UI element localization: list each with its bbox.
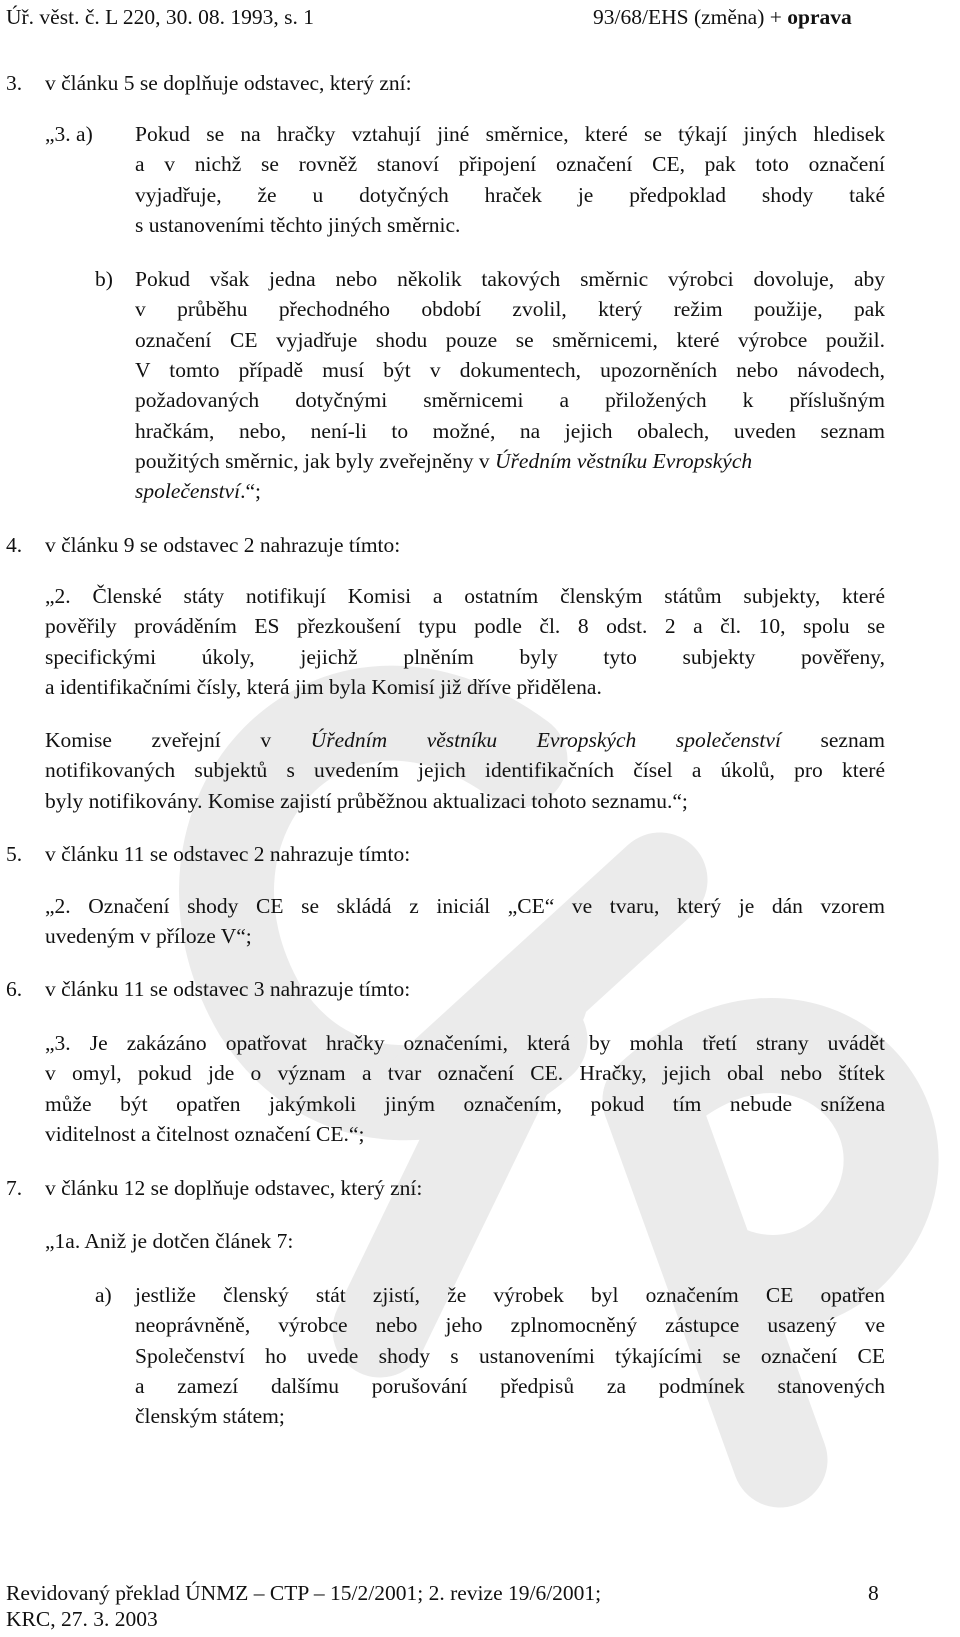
text-line <box>135 478 261 504</box>
text-line: v omyl, pokud jde o význam a tvar označení CE. Hračky, jejich obal nebo štítek <box>45 1061 885 1085</box>
item-number: 6. <box>6 977 23 1001</box>
footer-revision: Revidovaný překlad ÚNMZ – CTP – 15/2/2001; 2. revize 19/6/2001; <box>6 1581 602 1605</box>
text-line: a v nichž se rovněž stanoví připojení označení CE, pak toto označení <box>135 152 885 176</box>
text-line: viditelnost a čitelnost označení CE.“; <box>45 1122 365 1146</box>
text-line <box>45 727 885 753</box>
text-line: vyjadřuje, že u dotyčných hraček je předpoklad shody také <box>135 183 885 207</box>
text-line: pověřily prováděním ES přezkoušení typu podle čl. 8 odst. 2 a čl. 10, spolu se <box>45 614 885 638</box>
text-line: notifikovaných subjektů s uvedením jejich identifikačních čísel a úkolů, pro které <box>45 758 885 782</box>
header-directive <box>593 4 852 30</box>
text-span: Komise zveřejní v <box>45 728 311 752</box>
item-heading: v článku 5 se doplňuje odstavec, který zní: <box>45 71 412 95</box>
text-line: „1a. Aniž je dotčen článek 7: <box>45 1229 294 1253</box>
text-line: byly notifikovány. Komise zajistí průběžnou aktualizaci tohoto seznamu.“; <box>45 789 688 813</box>
text-line: může být opatřen jakýmkoli jiným označením, pokud tím nebude snížena <box>45 1092 885 1116</box>
header-correction-label: oprava <box>787 5 852 29</box>
text-line: specifickými úkoly, jejichž plněním byly tyto subjekty pověřeny, <box>45 645 885 669</box>
item-number: 5. <box>6 842 23 866</box>
paragraph-label: „3. a) <box>45 122 93 146</box>
header-citation: Úř. věst. č. L 220, 30. 08. 1993, s. 1 <box>6 5 314 29</box>
text-line: označení CE vyjadřuje shodu pouze se směrnicemi, které výrobce použil. <box>135 328 885 352</box>
item-heading: v článku 11 se odstavec 3 nahrazuje tímto: <box>45 977 411 1001</box>
text-line: Společenství ho uvede shody s ustanoveními týkajícími se označení CE <box>135 1344 885 1368</box>
journal-title: společenství <box>135 479 241 503</box>
header-directive-text: 93/68/EHS (změna) + <box>593 5 788 29</box>
paragraph-label: b) <box>95 267 113 291</box>
text-line: uvedeným v příloze V“; <box>45 924 252 948</box>
item-heading: v článku 12 se doplňuje odstavec, který zní: <box>45 1176 423 1200</box>
text-line: neoprávněně, výrobce nebo jeho zplnomocněný zástupce usazený ve <box>135 1313 885 1337</box>
text-line: „2. Členské státy notifikují Komisi a ostatním členským státům subjekty, které <box>45 584 885 608</box>
text-span: .“; <box>240 479 261 503</box>
page-number: 8 <box>868 1581 879 1605</box>
text-line: V tomto případě musí být v dokumentech, upozorněních nebo návodech, <box>135 358 885 382</box>
text-line: s ustanoveními těchto jiných směrnic. <box>135 213 461 237</box>
text-line: Pokud se na hračky vztahují jiné směrnice, které se týkají jiných hledisek <box>135 122 885 146</box>
item-heading: v článku 11 se odstavec 2 nahrazuje tímto: <box>45 842 411 866</box>
item-number: 3. <box>6 71 23 95</box>
footer-date: KRC, 27. 3. 2003 <box>6 1607 158 1631</box>
journal-title: Úředním věstníku Evropských společenství <box>310 728 781 752</box>
item-number: 7. <box>6 1176 23 1200</box>
paragraph-label: a) <box>95 1283 112 1307</box>
text-line: jestliže členský stát zjistí, že výrobek byl označením CE opatřen <box>135 1283 885 1307</box>
text-line: „2. Označení shody CE se skládá z iniciál „CE“ ve tvaru, který je dán vzorem <box>45 894 885 918</box>
text-span: seznam <box>780 728 885 752</box>
text-line: členským státem; <box>135 1404 285 1428</box>
text-line: v průběhu přechodného období zvolil, který režim použije, pak <box>135 297 885 321</box>
text-line: a identifikačními čísly, která jim byla Komisí již dříve přidělena. <box>45 675 602 699</box>
text-line: požadovaných dotyčnými směrnicemi a přiložených k příslušným <box>135 388 885 412</box>
text-line <box>135 448 752 474</box>
text-span: použitých směrnic, jak byly zveřejněny v <box>135 449 496 473</box>
journal-title: Úředním věstníku Evropských <box>495 449 753 473</box>
text-line: a zamezí dalšímu porušování předpisů za podmínek stanovených <box>135 1374 885 1398</box>
item-number: 4. <box>6 533 23 557</box>
text-line: „3. Je zakázáno opatřovat hračky označeními, která by mohla třetí strany uvádět <box>45 1031 885 1055</box>
text-line: hračkám, nebo, není-li to možné, na jejich obalech, uveden seznam <box>135 419 885 443</box>
text-line: Pokud však jedna nebo několik takových směrnic výrobci dovoluje, aby <box>135 267 885 291</box>
item-heading: v článku 9 se odstavec 2 nahrazuje tímto: <box>45 533 401 557</box>
